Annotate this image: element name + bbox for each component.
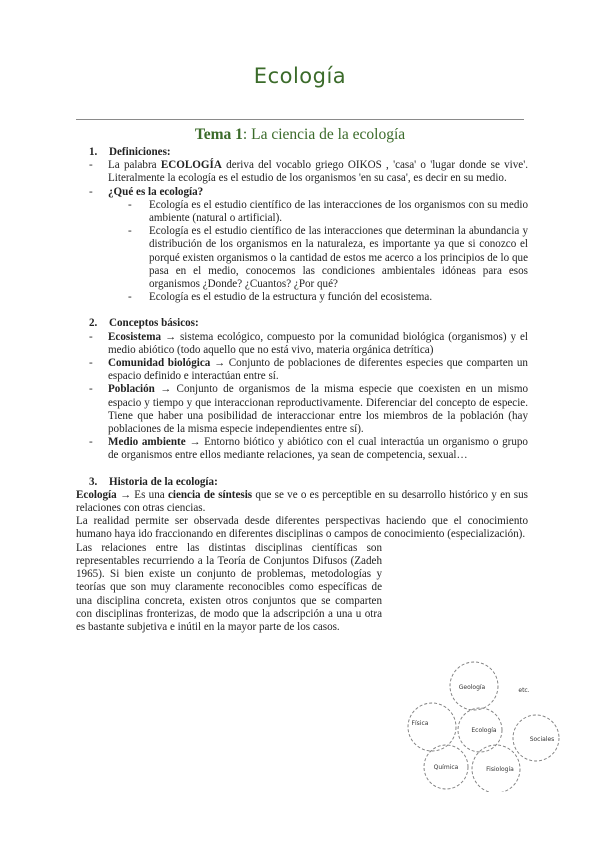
label-sociales: Sociales (529, 736, 555, 743)
title-divider (76, 119, 524, 120)
topic-label: Tema 1 (194, 126, 243, 143)
page-title: Ecología (253, 64, 347, 88)
document-body (76, 146, 528, 634)
section-2-heading: 2. Conceptos básicos: (89, 317, 199, 330)
topic-title: : La ciencia de la ecología (242, 126, 406, 143)
concept-item: - Comunidad biológica → Conjunto de poblaciones de diferentes especies que comparten un espacio definido e interactúan entre sí. (89, 357, 528, 383)
concept-item: - Medio ambiente → Entorno biótico y abiótico con el cual interactúa un organismo o grupo de organismos entre ellos mediante relaciones, ya sean de competencia, sexual… (89, 436, 528, 462)
fuzzy-sets-diagram (402, 652, 562, 792)
concept-item: - Población → Conjunto de organismos de la misma especie que coexisten en un mismo espacio y tiempo y que interaccionan reproductivamente. Diferenciar del concepto de especie. Tiene que haber una posibilidad de interaccionar entre los miembros de la población (hay poblaciones de la misma especie independientes entre sí). (89, 383, 528, 436)
paragraph: Ecología → Es una ciencia de síntesis que se ve o es perceptible en su desarrollo histórico y en sus relaciones con otras ciencias. (76, 488, 528, 515)
label-fisica: Física (411, 720, 429, 727)
paragraph: La realidad permite ser observada desde diferentes perspectivas haciendo que el conocimiento humano haya ido fraccionando en diferentes disciplinas o campos de conocimiento (especialización). (76, 515, 528, 541)
label-quimica: Química (433, 764, 459, 771)
label-ecologia: Ecología (471, 727, 497, 734)
section-3-heading: 3. Historia de la ecología: (89, 475, 218, 488)
paragraph: Las relaciones entre las distintas disciplinas científicas son representables recurriendo a la Teoría de Conjuntos Difusos (Zadeh 1965). Si bien existe un conjunto de problemas, metodologías y teorías que son muy claramente reconocibles como específicas de una disciplina concreta, existen otros conjuntos que se comparten con disciplinas fronterizas, de modo que la adscripción a una u otra es bastante subjetiva e inútil en la mayor parte de los casos. (76, 541, 382, 633)
topic-heading (0, 126, 600, 144)
section-1-heading: 1. Definiciones: (89, 146, 171, 158)
question-item: - ¿Qué es la ecología? (89, 185, 204, 198)
label-etc: etc. (518, 687, 530, 694)
label-fisiologia: Fisiología (486, 766, 514, 773)
sub-item: - Ecología es el estudio científico de las interacciones que determinan la abundancia y distribución de los organismos en la naturaleza, es importante ya que si conozco el porqué existen organismos o la cantidad de estos me acerco a los principios de lo que pasa en el medio, conocemos las condiciones ambientales idóneas para esos organismos ¿Donde? ¿Cuantos? ¿Por qué? (128, 225, 528, 291)
sub-item: - Ecología es el estudio de la estructura y función del ecosistema. (128, 291, 433, 304)
sub-item: - Ecología es el estudio científico de las interacciones de los organismos con su medio ambiente (natural o artificial). (128, 198, 528, 225)
disciplines-venn-svg (402, 652, 562, 792)
label-geologia: Geología (458, 684, 486, 691)
definition-item: - La palabra ECOLOGÍA deriva del vocablo griego OIKOS , 'casa' o 'lugar donde se vive'. Literalmente la ecología es el estudio de los organismos 'en su casa', es decir en su medio. (89, 159, 528, 185)
concept-item: - Ecosistema → sistema ecológico, compuesto por la comunidad biológica (organismos) y el medio abiótico (todo aquello que no está vivo, materia orgánica detrítica) (89, 330, 528, 356)
physics-circle (408, 703, 456, 751)
